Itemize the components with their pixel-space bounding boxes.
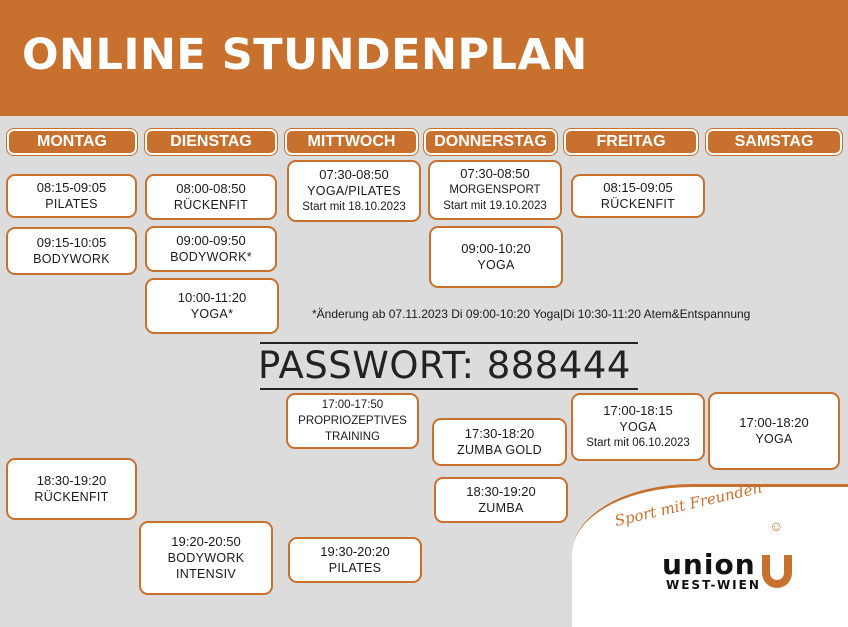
slot-time: 09:15-10:05 [36,235,107,250]
slot-time: 07:30-08:50 [460,166,530,181]
slot-time: 18:30-19:20 [466,484,536,499]
slot-time: 08:15-09:05 [36,180,107,195]
slot-time: 18:30-19:20 [36,473,107,488]
slot-name-line2: INTENSIV [175,567,237,581]
class-slot-monday-1 [6,174,137,218]
header-banner [0,0,848,116]
slot-name: MORGENSPORT [449,184,541,196]
day-header-friday: FREITAG [564,129,698,155]
class-slot-tuesday-2 [145,226,277,272]
slot-time: 08:15-09:05 [603,180,673,195]
slot-time: 17:00-18:20 [739,415,809,430]
slot-name: RÜCKENFIT [34,490,109,504]
slot-name: YOGA [477,258,515,272]
slot-time: 09:00-09:50 [176,233,246,248]
class-slot-friday-1 [571,174,705,218]
slot-time: 17:00-17:50 [321,399,384,411]
class-slot-thursday-2 [429,226,563,288]
slot-name: ZUMBA [478,501,524,515]
class-slot-monday-3 [6,458,137,520]
slot-time: 07:30-08:50 [319,167,389,182]
slot-name-line2: TRAINING [325,431,380,443]
class-slot-thursday-3 [432,418,567,466]
logo-name: union [662,548,756,581]
slot-time: 17:30-18:20 [464,426,535,441]
slot-time: 17:00-18:15 [603,403,673,418]
slot-start-note: Start mit 18.10.2023 [302,201,406,213]
slot-name: PROPRIOZEPTIVES [298,415,407,427]
slot-name: BODYWORK [167,551,245,565]
slot-name: ZUMBA GOLD [457,443,542,457]
smile-icon: ☺ [767,516,786,536]
slot-name: YOGA/PILATES [307,184,401,198]
slot-name: PILATES [45,197,98,211]
class-slot-monday-2 [6,227,137,275]
slot-start-note: Start mit 06.10.2023 [586,437,690,449]
slot-start-note: Start mit 19.10.2023 [443,200,547,212]
class-slot-wednesday-1 [287,160,421,222]
slot-name: RÜCKENFIT [173,198,249,212]
class-slot-tuesday-1 [145,174,277,220]
day-header-tuesday: DIENSTAG [145,129,277,155]
slot-name: YOGA [619,420,657,434]
class-slot-tuesday-3 [145,278,279,334]
slot-time: 19:30-20:20 [320,544,390,559]
slot-time: 10:00-11:20 [177,290,247,305]
slot-time: 08:00-08:50 [176,181,246,196]
change-notice: *Änderung ab 07.11.2023 Di 09:00-10:20 Yoga|Di 10:30-11:20 Atem&Entspannung [312,307,751,321]
slot-name: BODYWORK* [170,250,252,264]
day-header-saturday: SAMSTAG [706,129,842,155]
slot-name: YOGA [755,432,793,446]
slot-name: BODYWORK [33,252,110,266]
class-slot-thursday-4 [434,477,568,523]
page-title: ONLINE STUNDENPLAN [22,30,588,80]
slot-name: RÜCKENFIT [600,197,676,211]
day-header-monday: MONTAG [7,129,137,155]
class-slot-saturday-1 [708,392,840,470]
slot-name: PILATES [328,561,382,575]
union-u-logo-icon [760,553,794,591]
password-text: PASSWORT: 888444 [258,344,631,387]
logo-slogan: Sport mit Freunden [612,478,764,530]
slot-time: 09:00-10:20 [461,241,531,256]
class-slot-tuesday-4 [139,521,273,595]
class-slot-wednesday-3 [288,537,422,583]
class-slot-friday-2 [571,393,705,461]
password-bottom-rule [260,388,638,390]
slot-time: 19:20-20:50 [171,534,241,549]
slot-name: YOGA* [190,307,234,321]
class-slot-thursday-1 [428,160,562,220]
day-header-wednesday: MITTWOCH [285,129,418,155]
logo-subtitle: WEST-WIEN [666,578,761,592]
class-slot-wednesday-2 [286,393,419,449]
day-header-thursday: DONNERSTAG [424,129,557,155]
